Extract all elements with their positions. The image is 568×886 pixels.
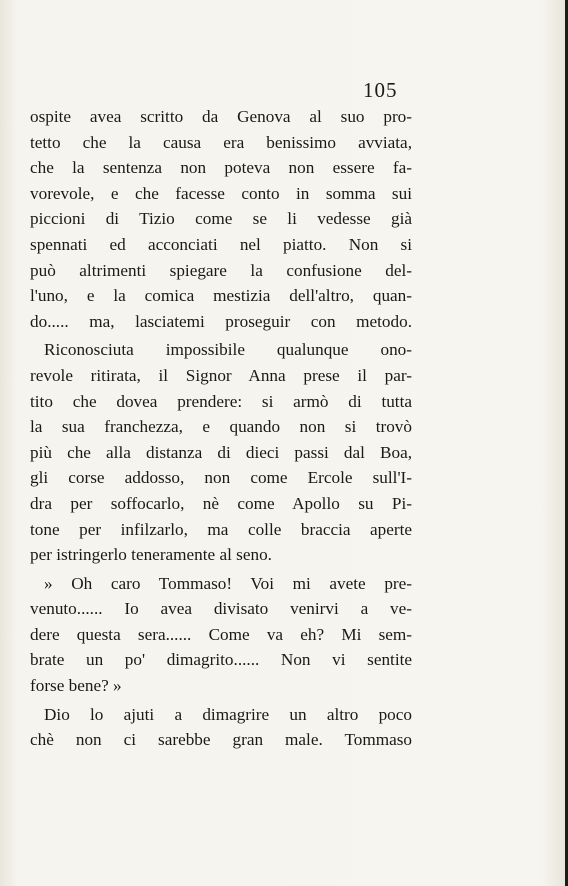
text-line: tetto che la causa era benissimo avviata,	[30, 132, 412, 152]
paragraph-2	[30, 337, 412, 567]
text-line: più che alla distanza di dieci passi dal Boa,	[30, 442, 412, 462]
text-line: do..... ma, lasciatemi proseguir con metodo.	[30, 311, 412, 331]
paragraph-3	[30, 571, 412, 699]
text-line: vorevole, e che facesse conto in somma sui	[30, 183, 412, 203]
text-line: ospite avea scritto da Genova al suo pro-	[30, 107, 412, 126]
text-line: la sua franchezza, e quando non si trovò	[30, 417, 412, 437]
paragraph-1	[30, 104, 412, 334]
text-line: venuto...... Io avea divisato venirvi a ve-	[30, 599, 412, 619]
text-line: Riconosciuta impossibile qualunque ono-	[44, 340, 412, 360]
text-line: che la sentenza non poteva non essere fa-	[30, 158, 412, 178]
text-line: può altrimenti spiegare la confusione del-	[30, 260, 412, 280]
text-line: per istringerlo teneramente al seno.	[30, 545, 272, 565]
text-line: revole ritirata, il Signor Anna prese il par-	[30, 365, 412, 385]
text-line: tone per infilzarlo, ma colle braccia aperte	[30, 519, 412, 539]
text-line: dra per soffocarlo, nè come Apollo su Pi-	[30, 493, 412, 513]
text-line: piccioni di Tizio come se li vedesse già	[30, 209, 412, 229]
text-line: dere questa sera...... Come va eh? Mi sem-	[30, 624, 412, 644]
text-line: forse bene? »	[30, 676, 122, 696]
text-line: chè non ci sarebbe gran male. Tommaso	[30, 730, 412, 750]
page-number: 105	[363, 78, 398, 102]
text-line: gli corse addosso, non come Ercole sull'I-	[30, 468, 412, 488]
text-line: brate un po' dimagrito...... Non vi sentite	[30, 650, 412, 670]
text-line: » Oh caro Tommaso! Voi mi avete pre-	[44, 573, 412, 593]
text-line: spennati ed acconciati nel piatto. Non si	[30, 234, 412, 254]
text-line: tito che dovea prendere: si armò di tutta	[30, 391, 412, 411]
paragraph-4	[30, 702, 412, 753]
text-line: Dio lo ajuti a dimagrire un altro poco	[44, 704, 412, 724]
text-line: l'uno, e la comica mestizia dell'altro, quan-	[30, 286, 412, 306]
body-text	[30, 104, 412, 753]
